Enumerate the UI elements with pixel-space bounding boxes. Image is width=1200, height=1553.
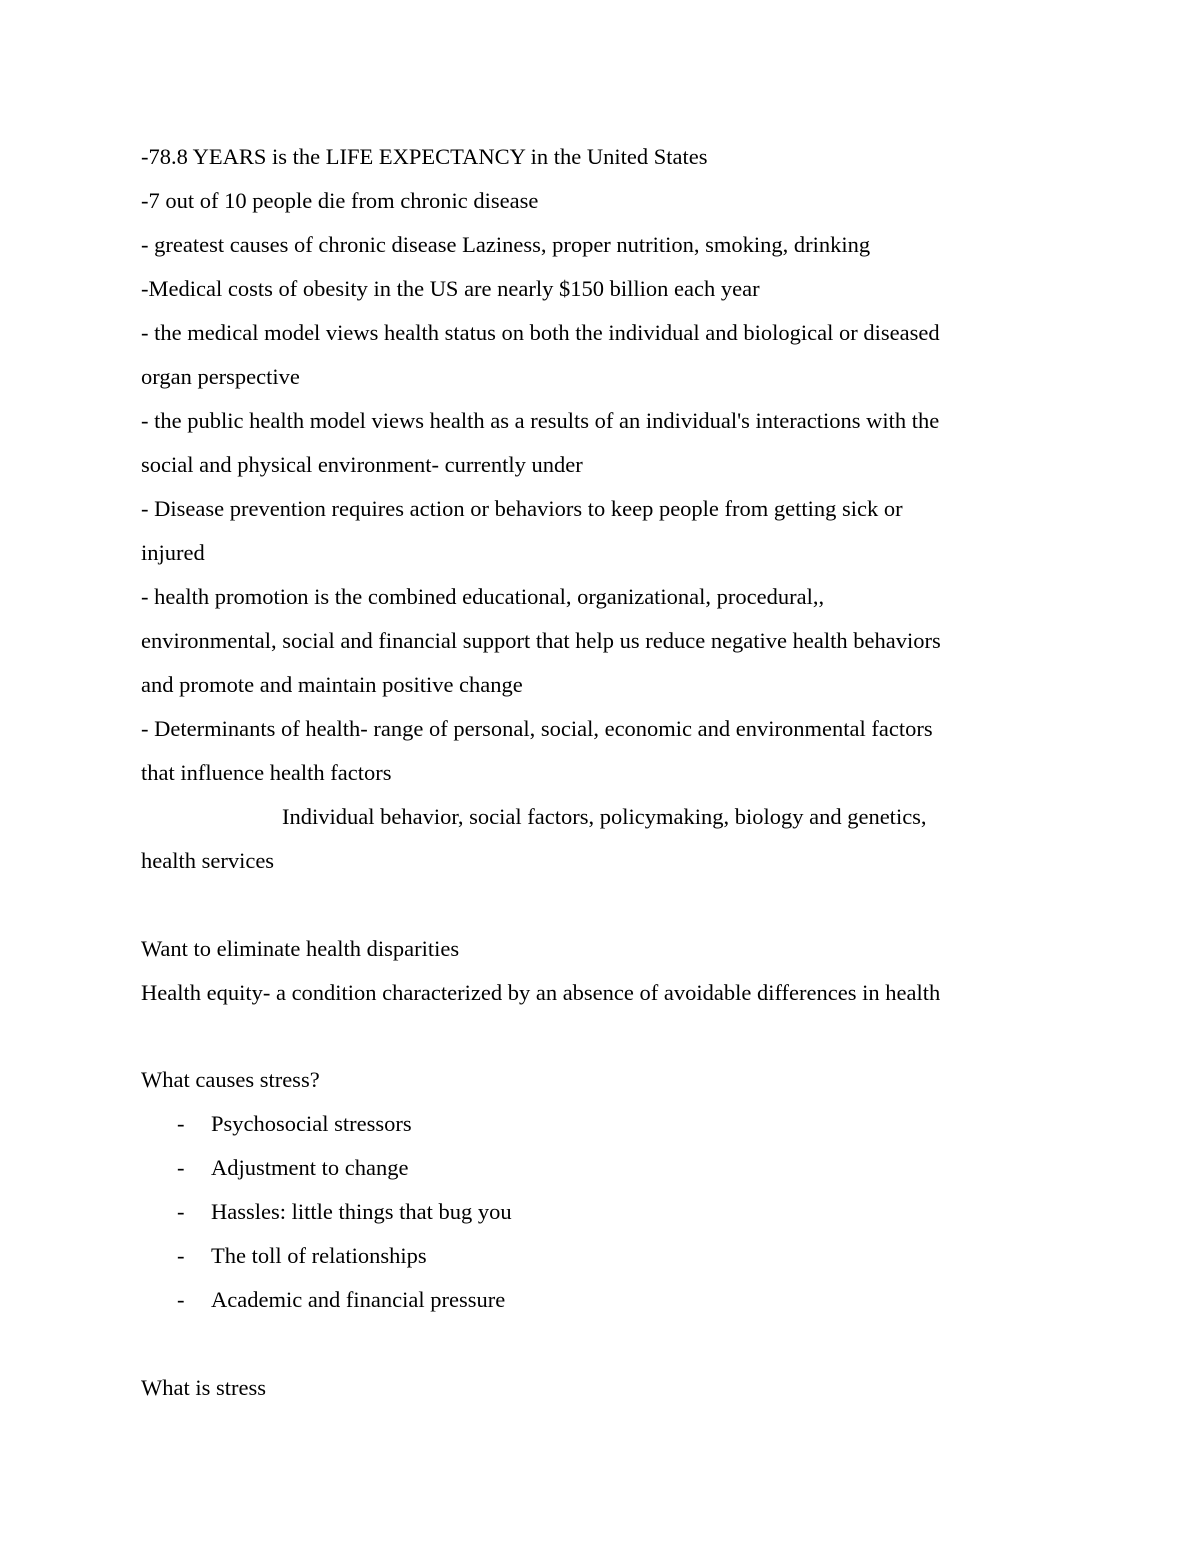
disparities-line: Want to eliminate health disparities (141, 935, 460, 961)
stress-cause-item (141, 1234, 1061, 1278)
bullet-dash: - (177, 1155, 185, 1181)
note-line: that influence health factors (141, 760, 392, 785)
blank-line (141, 883, 1061, 927)
note-line: and promote and maintain positive change (141, 672, 523, 697)
stress-cause-item (141, 1190, 1061, 1234)
blank-line (141, 1015, 1061, 1059)
bullet-dash: - (177, 1287, 185, 1313)
note-line: injured (141, 540, 205, 565)
stress-cause-text: Adjustment to change (211, 1155, 409, 1181)
stress-causes-heading: What causes stress? (141, 1067, 320, 1093)
note-line: organ perspective (141, 364, 300, 389)
note-line: - Disease prevention requires action or behaviors to keep people from getting sick or (141, 496, 903, 521)
note-line: - health promotion is the combined educational, organizational, procedural,, (141, 584, 825, 609)
note-line: -78.8 YEARS is the LIFE EXPECTANCY in the United States (141, 144, 708, 169)
note-line: -7 out of 10 people die from chronic disease (141, 188, 539, 213)
note-line: health services (141, 848, 275, 873)
stress-cause-text: Hassles: little things that bug you (211, 1199, 512, 1225)
note-line: environmental, social and financial support that help us reduce negative health behaviors (141, 628, 941, 653)
health-equity-line: Health equity- a condition characterized by an absence of avoidable differences in health (141, 979, 941, 1005)
stress-cause-item (141, 1278, 1061, 1322)
bullet-dash: - (177, 1199, 185, 1225)
stress-cause-item (141, 1102, 1061, 1146)
document-body (141, 135, 1061, 1410)
stress-cause-text: The toll of relationships (211, 1243, 427, 1269)
note-line: -Medical costs of obesity in the US are nearly $150 billion each year (141, 276, 760, 301)
note-line: - greatest causes of chronic disease Laziness, proper nutrition, smoking, drinking (141, 232, 871, 257)
bullet-dash: - (177, 1111, 185, 1137)
stress-cause-text: Academic and financial pressure (211, 1287, 506, 1313)
note-line: - the public health model views health as a results of an individual's interactions with the (141, 408, 940, 433)
note-line: - the medical model views health status on both the individual and biological or diseased (141, 320, 940, 345)
stress-cause-text: Psychosocial stressors (211, 1111, 412, 1137)
note-line-indented: Individual behavior, social factors, policymaking, biology and genetics, (282, 804, 927, 829)
note-line: - Determinants of health- range of personal, social, economic and environmental factors (141, 716, 933, 741)
blank-line (141, 1322, 1061, 1366)
stress-cause-item (141, 1146, 1061, 1190)
note-line: social and physical environment- currently under (141, 452, 583, 477)
what-is-stress-heading: What is stress (141, 1375, 266, 1401)
bullet-dash: - (177, 1243, 185, 1269)
